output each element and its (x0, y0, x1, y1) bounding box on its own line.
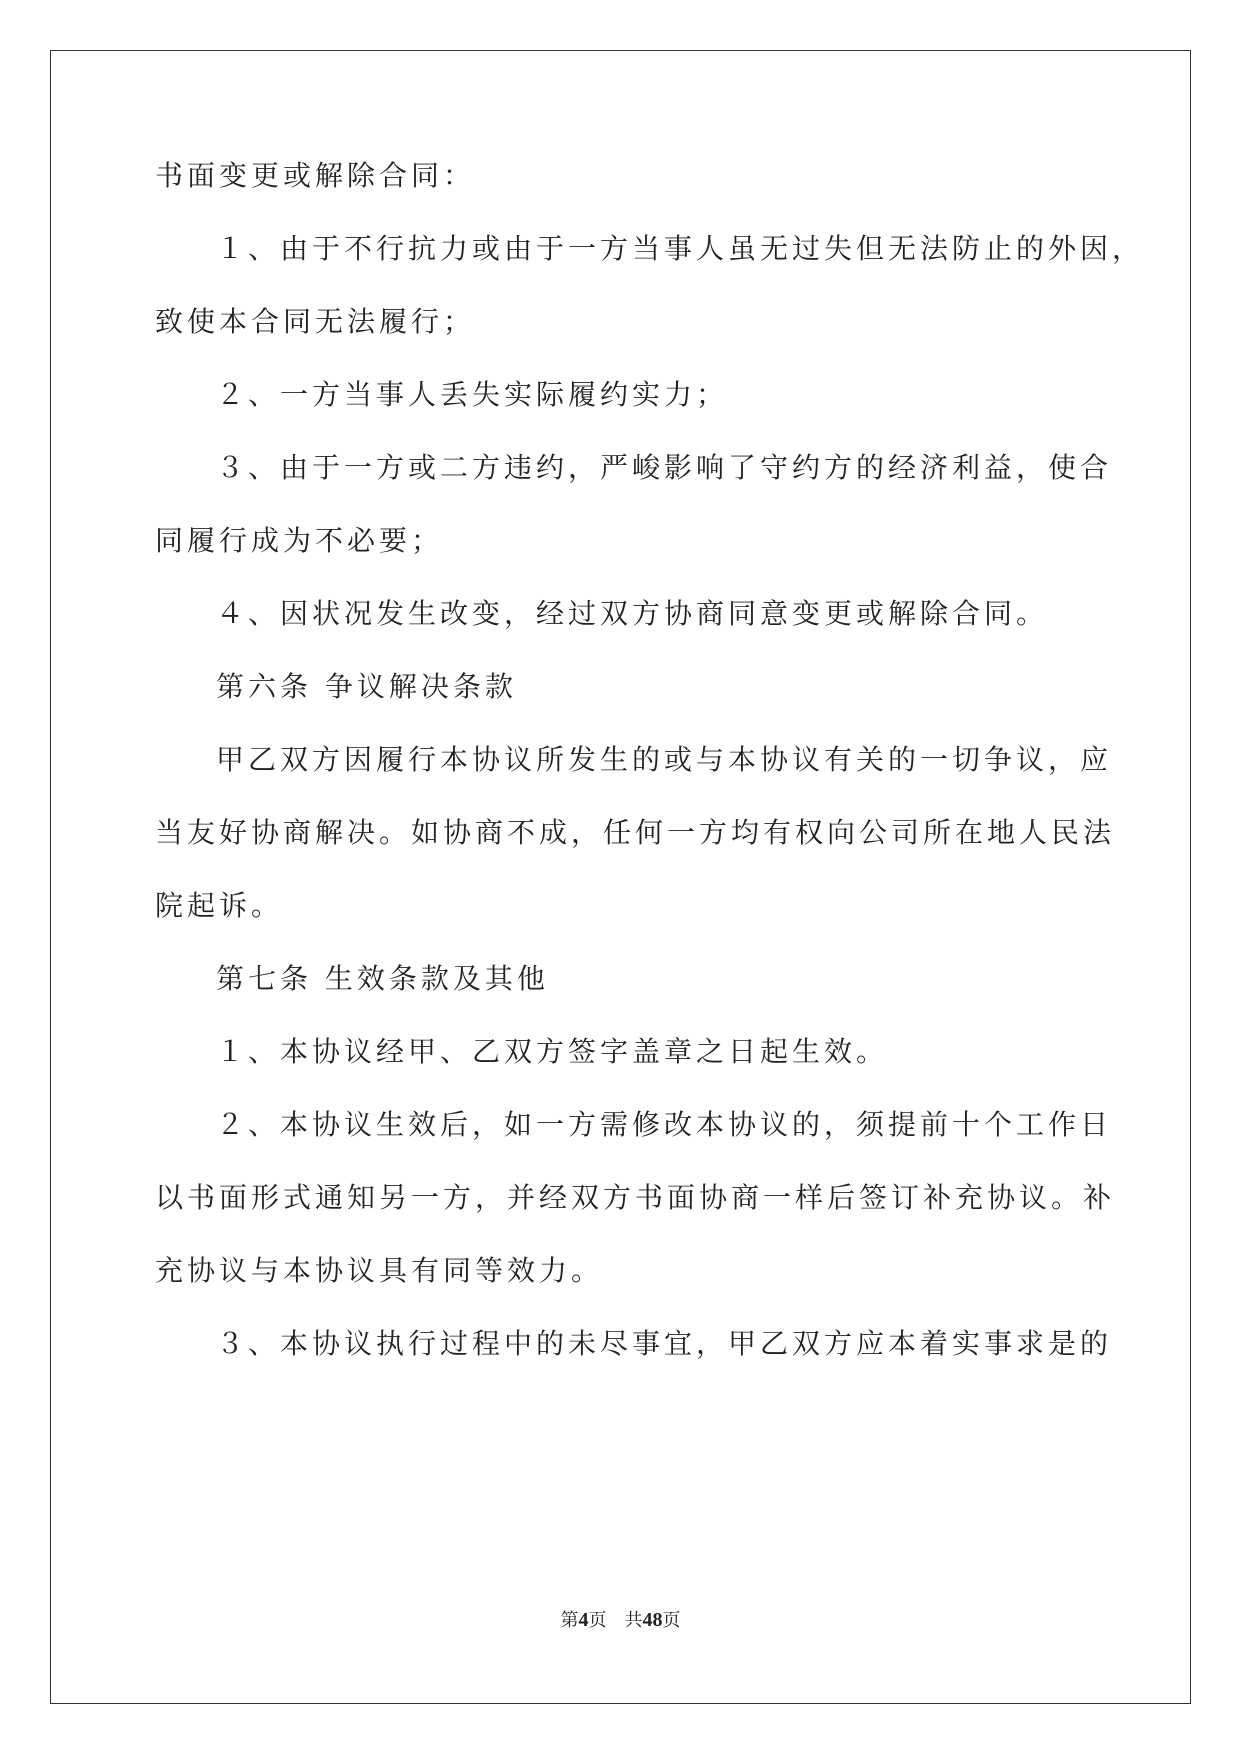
text-line-6: 同履行成为不必要； (155, 524, 444, 557)
text-line-5: ３、由于一方或二方违约，严峻影响了守约方的经济利益，使合 (216, 451, 1113, 484)
section-heading-7: 第七条 生效条款及其他 (216, 962, 549, 995)
text-line-13: １、本协议经甲、乙双方签字盖章之日起生效。 (216, 1035, 889, 1068)
text-line-15: 以书面形式通知另一方，并经双方书面协商一样后签订补充协议。补 (155, 1181, 1116, 1214)
text-line-10: 当友好协商解决。如协商不成，任何一方均有权向公司所在地人民法 (155, 816, 1116, 849)
total-suffix: 页 (662, 1610, 681, 1630)
text-line-1: 书面变更或解除合同： (155, 159, 476, 192)
text-line-17: ３、本协议执行过程中的未尽事宜，甲乙双方应本着实事求是的 (216, 1327, 1113, 1360)
page-number: 4 (578, 1609, 589, 1631)
text-line-11: 院起诉。 (155, 889, 284, 922)
text-line-2: １、由于不行抗力或由于一方当事人虽无过失但无法防止的外因， (216, 232, 1145, 265)
page-prefix: 第 (560, 1610, 579, 1630)
section-heading-6: 第六条 争议解决条款 (216, 670, 517, 703)
text-line-9: 甲乙双方因履行本协议所发生的或与本协议有关的一切争议，应 (216, 743, 1113, 776)
text-line-4: ２、一方当事人丢失实际履约实力； (216, 378, 729, 411)
page-border (50, 50, 1191, 1704)
text-line-16: 充协议与本协议具有同等效力。 (155, 1254, 604, 1287)
total-pages: 48 (642, 1609, 663, 1631)
total-prefix: 共 (624, 1610, 643, 1630)
page-suffix: 页 (588, 1610, 607, 1630)
text-line-3: 致使本合同无法履行； (155, 305, 476, 338)
page-footer (0, 1606, 1241, 1632)
text-line-7: ４、因状况发生改变，经过双方协商同意变更或解除合同。 (216, 597, 1049, 630)
text-line-14: ２、本协议生效后，如一方需修改本协议的，须提前十个工作日 (216, 1108, 1113, 1141)
